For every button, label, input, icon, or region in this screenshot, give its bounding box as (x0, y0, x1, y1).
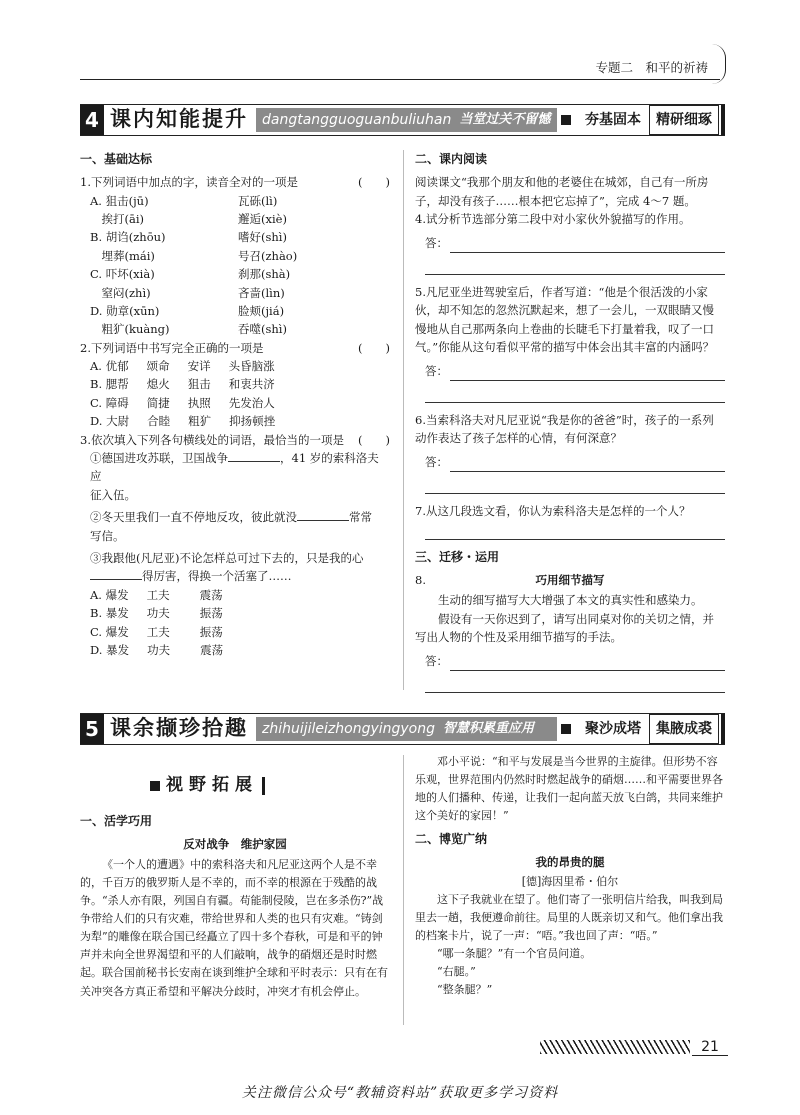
option-row (90, 284, 390, 302)
right-column (415, 150, 725, 693)
option-cell: C. 爆发 (90, 624, 129, 639)
banner-tag: 聚沙成塔 (585, 720, 641, 737)
option-cell: 工夫 (146, 624, 170, 639)
sentence-text: 得厉害，得换一个活塞了…… (142, 569, 292, 584)
article-title: 我的昂贵的腿 (535, 854, 605, 869)
question-1 (80, 173, 390, 191)
vision-expand-heading (150, 772, 265, 799)
banner-tag: 夯基固本 (585, 111, 641, 128)
sentence-text: ，41 岁的索科洛夫应 (90, 451, 379, 484)
answer-label: 答： (425, 455, 448, 470)
question-2-options (80, 357, 390, 431)
section-heading: 三、迁移・运用 (415, 550, 500, 565)
option-cell: 功夫 (147, 642, 171, 657)
option-cell: 刹那(shà) (238, 267, 291, 282)
option-cell: 安详 (187, 359, 211, 374)
article-paragraph: 《一个人的遭遇》中的索科洛夫和凡尼亚这两个人是不幸的，千百万的俄罗斯人是不幸的，而不幸的根源在于残酷的战争。“杀人亦有限，列国自有疆。苟能制侵陵，岂在多杀伤?”战争带给人们的只有灾难，带给世界和人类的也只有灾难。“铸剑为犁”的雕像在联合国已经矗立了四十多个春秋，可是和平的钟声并未向全世界渴望和平的人们敲响，战争的硝烟还是时时燃起。联合国前秘书长安南在谈到维护全球和平时表示：只有在有关冲突各方真正希望和平解决分歧时，冲突才有机会停止。 (80, 857, 388, 998)
question-stem: 1.下列词语中加点的字，读音全对的一项是 (80, 175, 298, 190)
reading-intro: 阅读课文“我那个朋友和他的老婆住在城郊，自己有一所房子，却没有孩子……根本把它忘掉了”，完成 4～7 题。 (415, 175, 709, 208)
option-cell: 和衷共济 (228, 377, 275, 392)
option-cell: 振荡 (199, 624, 223, 639)
option-row (90, 375, 390, 393)
question-8-title: 巧用细节描写 (535, 572, 605, 587)
column-divider (403, 755, 404, 1025)
answer-line[interactable] (425, 652, 725, 670)
option-cell: 吞噬(shì) (238, 322, 287, 337)
square-icon (561, 115, 571, 125)
option-cell: 抑扬顿挫 (229, 414, 276, 429)
page-header (80, 40, 720, 80)
article-paragraph: 这下子我就业在望了。他们寄了一张明信片给我，叫我到局里去一趟，我便遵命前往。局里的人既亲切又和气。他们拿出我的档案卡片，说了一声：“唔。”我也回了声：“唔。” (415, 892, 723, 943)
article-paragraph: “右腿。” (437, 965, 476, 979)
answer-line[interactable] (425, 362, 725, 380)
fill-blank[interactable] (90, 568, 142, 580)
footer-note: 关注微信公众号“教辅资料站”获取更多学习资料 (241, 1085, 559, 1101)
footer-stripe-decoration (540, 1040, 690, 1054)
option-cell: 功夫 (146, 606, 170, 621)
banner-pinyin-strip (256, 108, 557, 132)
article-paragraph: “哪一条腿？”有一个官员问道。 (437, 947, 592, 961)
sentence-text: ③我跟他(凡尼亚)不论怎样总可过下去的，只是我的心 (90, 551, 364, 565)
answer-paren: ( ) (358, 432, 390, 447)
section-heading: 二、博览广纳 (415, 831, 488, 846)
answer-line[interactable] (425, 520, 725, 540)
option-cell: A. 爆发 (90, 587, 129, 602)
option-cell: 粗犷(kuàng) (90, 322, 170, 337)
banner-pinyin: dangtangguoguanbuliuhan (262, 111, 452, 128)
option-row (90, 586, 390, 604)
question-1-options (80, 192, 390, 339)
option-cell: D. 勋章(xūn) (90, 303, 160, 318)
option-cell: 熄火 (146, 377, 170, 392)
answer-label: 答： (425, 236, 448, 251)
answer-line[interactable] (425, 453, 725, 471)
option-cell: 瓦砾(lì) (238, 193, 278, 208)
option-row (90, 192, 390, 210)
sentence-text: 常常 (349, 510, 372, 525)
option-cell: 狙击 (187, 377, 211, 392)
answer-line[interactable] (425, 383, 725, 403)
question-6: 6.当索科洛夫对凡尼亚说“我是你的爸爸”时，孩子的一系列动作表达了孩子怎样的心情，有何深意？ (415, 412, 714, 446)
option-cell: 埋葬(mái) (90, 248, 155, 263)
square-icon (150, 781, 160, 791)
section-heading: 一、基础达标 (80, 152, 153, 166)
option-cell: 工夫 (146, 587, 170, 602)
option-row (90, 210, 390, 228)
option-cell: 颂命 (146, 359, 170, 374)
option-cell: 号召(zhào) (238, 248, 298, 263)
lower-right-column (415, 753, 725, 1000)
fill-blank[interactable] (297, 509, 349, 521)
option-row (90, 641, 390, 659)
banner-tag-boxed: 精研细琢 (649, 105, 719, 135)
option-row (90, 302, 390, 320)
banner-number: 4 (80, 105, 104, 135)
article-author: [德]海因里希・伯尔 (521, 875, 619, 889)
option-cell: 震荡 (199, 587, 223, 602)
column-divider (403, 150, 404, 690)
question-7: 7.从这几段选文看，你认为索科洛夫是怎样的一个人？ (415, 503, 691, 518)
option-cell: 执照 (187, 395, 211, 410)
sentence-text: 征入伍。 (90, 487, 136, 502)
banner-slogan: 当堂过关不留憾 (459, 111, 551, 127)
banner-slogan: 智慧积累重应用 (443, 720, 535, 736)
section-heading: 二、课内阅读 (415, 152, 488, 166)
question-stem: 2.下列词语中书写完全正确的一项是 (80, 340, 264, 355)
question-8-text: 假设有一天你迟到了，请写出同桌对你的关切之情，并写出人物的个性及采用细节描写的手法。 (415, 611, 714, 645)
banner-title: 课余撷珍拾趣 (110, 716, 248, 741)
article-paragraph: “整条腿？” (437, 983, 493, 997)
option-cell: C. 障碍 (90, 395, 129, 410)
answer-line[interactable] (425, 474, 725, 494)
option-cell: 嗜好(shì) (238, 230, 287, 245)
section-banner-5 (80, 713, 725, 745)
chapter-title: 专题二 和平的祈祷 (595, 60, 708, 75)
banner-tag-boxed: 集腋成裘 (649, 714, 719, 744)
answer-paren: ( ) (358, 175, 390, 190)
answer-line[interactable] (425, 673, 725, 693)
banner-pinyin-strip (256, 717, 557, 741)
option-cell: 简捷 (146, 395, 170, 410)
option-cell: D. 大尉 (90, 414, 130, 429)
option-row (90, 623, 390, 641)
section-banner-4 (80, 104, 725, 136)
option-cell: 吝啬(lìn) (238, 285, 285, 300)
question-2 (80, 339, 390, 357)
option-cell: 头昏脑涨 (228, 359, 275, 374)
header-curve-ornament (712, 44, 726, 84)
option-cell: 窒闷(zhì) (90, 285, 151, 300)
article-paragraph: 邓小平说：“和平与发展是当今世界的主旋律。但形势不容乐观，世界范围内仍然时时燃起战争的硝烟……和平需要世界各地的人们播种、传递，让我们一起向蓝天放飞白鸽，共同来维护这个美好的家园！” (415, 755, 723, 823)
option-row (90, 412, 390, 430)
page-number: 21 (692, 1036, 728, 1056)
option-row (90, 320, 390, 338)
fill-blank[interactable] (228, 450, 280, 462)
square-icon (561, 724, 571, 734)
sentence-text: 写信。 (90, 528, 125, 543)
section-heading: 一、活学巧用 (80, 814, 153, 828)
banner-end-bar (721, 714, 725, 744)
article-title: 反对战争 维护家园 (183, 837, 287, 852)
option-row (90, 394, 390, 412)
answer-line[interactable] (425, 234, 725, 252)
answer-line[interactable] (425, 255, 725, 275)
option-row (90, 265, 390, 283)
answer-label: 答： (425, 654, 448, 669)
option-cell: 振荡 (199, 606, 223, 621)
option-cell: B. 腮帮 (90, 377, 129, 392)
question-stem: 3.依次填入下列各句横线处的词语，最恰当的一项是 (80, 432, 344, 447)
option-row (90, 357, 390, 375)
sentence-text: ②冬天里我们一直不停地反攻，彼此就没 (90, 510, 297, 525)
option-cell: 先发治人 (228, 395, 275, 410)
heading-end-bar (262, 777, 265, 795)
banner-pinyin: zhihuijileizhongyingyong (262, 720, 436, 737)
option-cell: A. 优郁 (90, 359, 129, 374)
answer-label: 答： (425, 364, 448, 379)
question-8-number: 8. (415, 573, 426, 588)
option-cell: A. 狙击(jū) (90, 193, 149, 208)
banner-number: 5 (80, 714, 104, 744)
question-5: 5.凡尼亚坐进驾驶室后，作者写道：“他是个很活泼的小家伙，却不知怎的忽然沉默起来，想了一会儿，一双眼睛又慢慢地从自己那两条向上卷曲的长睫毛下打量着我，叹了一口气。”你能从这句看似平常的描写中体会出其丰富的内涵吗？ (415, 284, 715, 354)
option-cell: B. 胡诌(zhōu) (90, 230, 166, 245)
option-cell: C. 吓坏(xià) (90, 267, 155, 282)
option-cell: 粗犷 (188, 414, 212, 429)
question-3-sentences (80, 449, 390, 659)
option-cell: 合睦 (147, 414, 171, 429)
option-cell: 震荡 (200, 642, 224, 657)
sentence-text: ①德国进攻苏联，卫国战争 (90, 451, 228, 466)
option-row (90, 247, 390, 265)
option-cell: D. 暴发 (90, 642, 130, 657)
question-8-text: 生动的细写描写大大增强了本文的真实性和感染力。 (438, 593, 703, 608)
option-cell: B. 暴发 (90, 606, 129, 621)
option-row (90, 228, 390, 246)
option-cell: 挨打(āi) (90, 211, 145, 226)
question-4: 4.试分析节选部分第二段中对小家伙外貌描写的作用。 (415, 211, 691, 226)
option-cell: 脸颊(jiá) (238, 303, 285, 318)
answer-paren: ( ) (358, 340, 390, 355)
banner-title: 课内知能提升 (110, 107, 248, 132)
option-row (90, 604, 390, 622)
left-column (80, 150, 390, 659)
heading-text: 视野拓展 (166, 775, 258, 795)
lower-left-column (80, 812, 390, 1001)
question-3 (80, 431, 390, 449)
banner-end-bar (721, 105, 725, 135)
option-cell: 邂逅(xiè) (238, 211, 287, 226)
